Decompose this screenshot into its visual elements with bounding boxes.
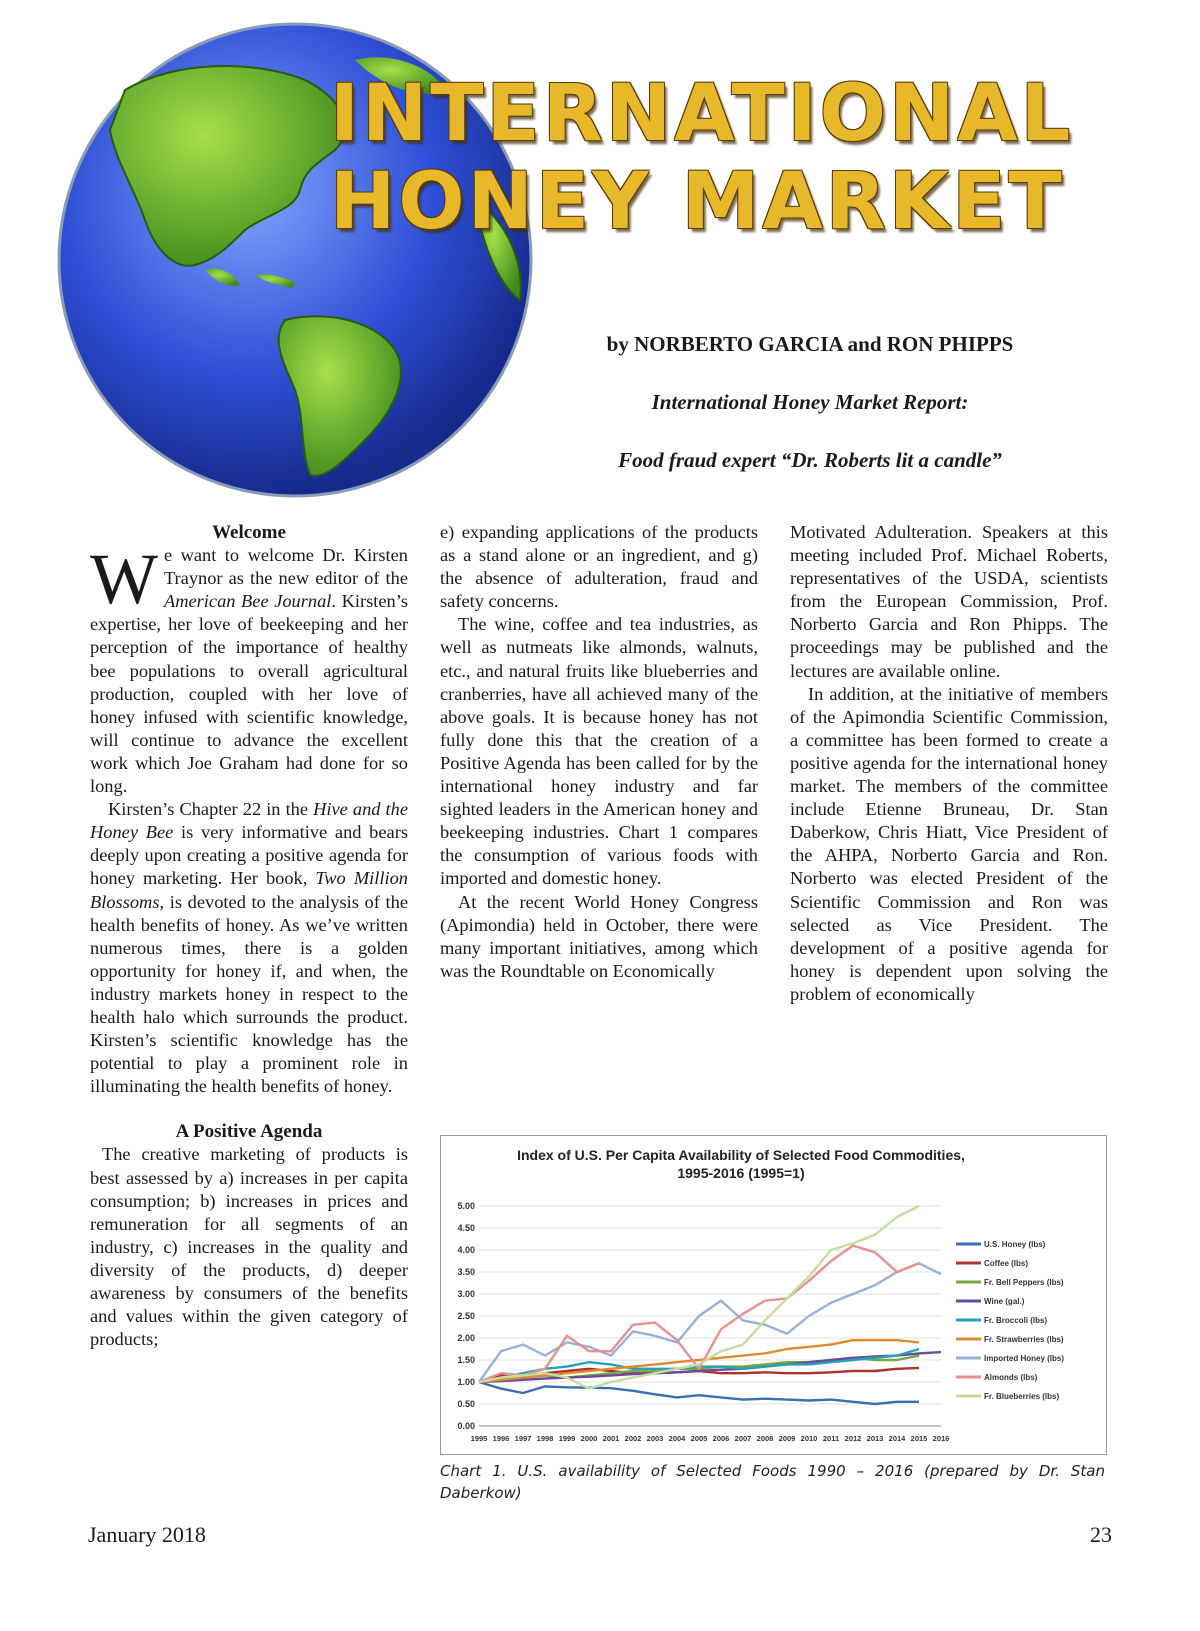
x-tick-label: 2015 (910, 1434, 928, 1443)
text-span: e want to welcome Dr. Kirsten Traynor as the new editor of the (163, 545, 408, 589)
y-tick-label: 4.00 (457, 1245, 475, 1255)
paragraph-welcome (90, 539, 408, 798)
x-tick-label: 1997 (514, 1434, 532, 1443)
legend-label: Fr. Blueberries (lbs) (984, 1392, 1060, 1401)
y-tick-label: 3.00 (457, 1289, 475, 1299)
y-tick-label: 3.50 (457, 1267, 475, 1277)
x-tick-label: 2005 (690, 1434, 708, 1443)
paragraph-committee: In addition, at the initiative of members of the Apimondia Scientific Commission, a committee has been formed to create a positive agenda for the international honey market. The members of the committee include Etienne Bruneau, Dr. Stan Daberkow, Chris Hiatt, Vice President of the AHPA, Norberto Garcia and Ron. Norberto was elected President of the Scientific Commission and Ron was selected as Vice President. The development of a positive agenda for honey is dependent upon solving the problem of economically (790, 683, 1108, 1004)
legend-label: Imported Honey (lbs) (984, 1354, 1065, 1363)
y-tick-label: 0.00 (457, 1421, 475, 1431)
footer-date: January 2018 (88, 1522, 206, 1547)
legend-label: Fr. Broccoli (lbs) (984, 1316, 1048, 1325)
journal-title: American Bee Journal (163, 591, 332, 612)
page-number: 23 (1090, 1522, 1112, 1547)
legend-label: Wine (gal.) (984, 1297, 1025, 1306)
x-tick-label: 2001 (602, 1434, 620, 1443)
x-tick-label: 2004 (668, 1434, 686, 1443)
legend-label: Fr. Bell Peppers (lbs) (984, 1278, 1064, 1287)
paragraph-apimondia-part-2: Motivated Adulteration. Speakers at this meeting included Prof. Michael Roberts, representatives of the USDA, scientists from the European Commission, Prof. Norberto Garcia and Ron Phipps. The proceedings may be published and the lectures are available online. (790, 522, 1108, 681)
legend-label: Coffee (lbs) (984, 1259, 1028, 1268)
chart-title: 1995-2016 (1995=1) (677, 1165, 805, 1181)
legend-label: Almonds (lbs) (984, 1373, 1038, 1382)
paragraph-agenda-part-2: e) expanding applications of the products as a stand alone or an ingredient, and g) the absence of adulteration, fraud and safety concerns. (440, 522, 758, 612)
byline: by NORBERTO GARCIA and RON PHIPPS (606, 332, 1014, 356)
y-tick-label: 1.00 (457, 1377, 475, 1387)
article-column-3 (790, 521, 1108, 1006)
x-tick-label: 2011 (822, 1434, 840, 1443)
y-tick-label: 2.00 (457, 1333, 475, 1343)
page-title (330, 70, 1090, 246)
x-tick-label: 2002 (624, 1434, 642, 1443)
x-tick-label: 2003 (646, 1434, 664, 1443)
x-tick-label: 2007 (734, 1434, 752, 1443)
x-tick-label: 2013 (866, 1434, 884, 1443)
chart-container (440, 1135, 1107, 1455)
paragraph-apimondia-part-1: At the recent World Honey Congress (Apimondia) held in October, there were many important initiatives, among which was the Roundtable on Economically (440, 891, 758, 981)
text-span: is very informative and bears deeply upon creating a positive agenda for honey marketing. Her book, (90, 822, 408, 889)
y-tick-label: 5.00 (457, 1201, 475, 1211)
section-heading-welcome: Welcome (212, 522, 286, 543)
y-tick-label: 4.50 (457, 1223, 475, 1233)
title-line-1: INTERNATIONAL (330, 69, 1074, 159)
text-span: , is devoted to the analysis of the health benefits of honey. As we’ve written numerous times, there is a golden opportunity for honey if, and when, the industry markets honey in respect to the health halo which surrounds the product. Kirsten’s scientific knowledge has the potential to play a prominent role in illuminating the health benefits of honey. (90, 891, 408, 1097)
x-tick-label: 2016 (932, 1434, 950, 1443)
series-line (479, 1382, 919, 1404)
book-title: Two Million Blossoms (90, 868, 408, 912)
series-line (479, 1206, 919, 1389)
subtitle-headline: Food fraud expert “Dr. Roberts lit a candle” (618, 448, 1002, 472)
x-tick-label: 2012 (844, 1434, 862, 1443)
y-tick-label: 2.50 (457, 1311, 475, 1321)
x-tick-label: 1996 (492, 1434, 510, 1443)
y-tick-label: 1.50 (457, 1355, 475, 1365)
text-span: Kirsten’s Chapter 22 in the (108, 799, 314, 820)
x-tick-label: 2000 (580, 1434, 598, 1443)
line-chart (441, 1136, 1106, 1454)
drop-cap: W (90, 539, 158, 620)
x-tick-label: 1999 (558, 1434, 576, 1443)
paragraph-wine-coffee: The wine, coffee and tea industries, as well as nutmeats like almonds, walnuts, etc., and natural fruits like blueberries and cranberries, have all achieved many of the above goals. It is because honey has not fully done this that the creation of a Positive Agenda has been called for by the international honey industry and far sighted leaders in the American honey and beekeeping industries. Chart 1 compares the consumption of various foods with imported and domestic honey. (440, 614, 758, 889)
x-tick-label: 2006 (712, 1434, 730, 1443)
subtitle-report: International Honey Market Report: (651, 390, 969, 414)
article-column-1 (90, 521, 408, 1351)
paragraph-agenda-part-1: The creative marketing of products is best assessed by a) increases in per capita consumption; b) increases in prices and remuneration for all segments of an industry, c) increases in the quality and diversity of the products, d) deeper awareness by consumers of the benefits and values within the given category of products; (90, 1144, 408, 1350)
book-title: Hive and the Honey Bee (90, 799, 409, 843)
article-column-2 (440, 521, 758, 983)
x-tick-label: 1995 (470, 1434, 488, 1443)
x-tick-label: 2008 (756, 1434, 774, 1443)
x-tick-label: 2010 (800, 1434, 818, 1443)
legend-label: Fr. Strawberries (lbs) (984, 1335, 1064, 1344)
x-tick-label: 1998 (536, 1434, 554, 1443)
x-tick-label: 2014 (888, 1434, 906, 1443)
chart-caption: Chart 1. U.S. availability of Selected Foods 1990 – 2016 (prepared by Dr. Stan Daberkow) (440, 1462, 1105, 1502)
legend-label: U.S. Honey (lbs) (984, 1240, 1046, 1249)
section-heading-agenda: A Positive Agenda (175, 1121, 323, 1143)
x-tick-label: 2009 (778, 1434, 796, 1443)
text-span: . Kirsten’s expertise, her love of beekeeping and her perception of the importance of healthy bee populations to overall agricultural production, coupled with her love of honey infused with scientific knowledge, will continue to advance the excellent work which Joe Graham had done for so long. (90, 591, 408, 797)
chart-title: Index of U.S. Per Capita Availability of Selected Food Commodities, (517, 1147, 965, 1163)
paragraph-chapter (90, 798, 408, 1098)
title-line-2: HONEY MARKET (330, 157, 1065, 247)
y-tick-label: 0.50 (457, 1399, 475, 1409)
series-line (479, 1246, 919, 1382)
